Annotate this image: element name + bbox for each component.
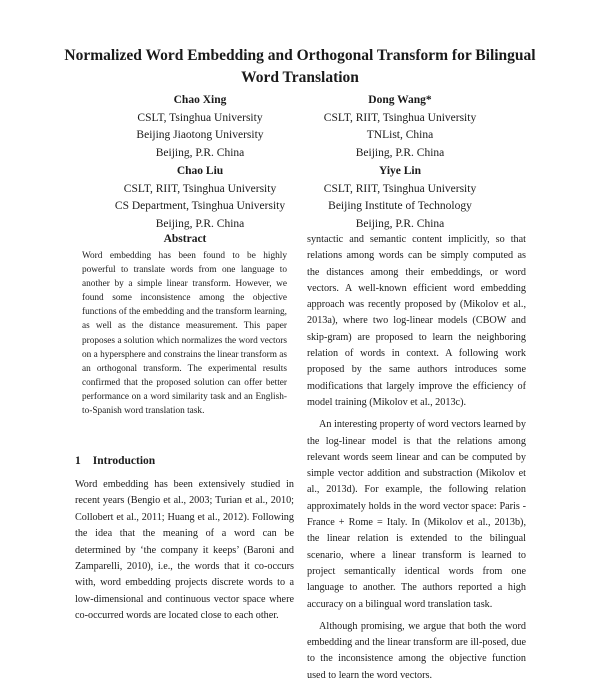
author-affiliation: Beijing, P.R. China: [155, 146, 245, 159]
author-name: Yiye Lin: [378, 165, 422, 177]
author-affiliation: CS Department, Tsinghua University: [114, 200, 286, 212]
abstract-paragraph: Word embedding has been found to be highly powerful to translate words from one language to another by a simple linear transform. However, we found some inconsistence among the objective functions of the embedding and the transform learning, as well as the distance measurement. This paper proposes a solution which normalizes the word vectors on a hypersphere and constrains the linear transform as an orthogonal transform. The experimental results confirmed that the proposed solution can offer better performance on a word similarity task and an English-to-Spanish word translation task.: [82, 251, 287, 417]
section-heading-introduction: [75, 455, 155, 467]
author-affiliation: Beijing Institute of Technology: [328, 200, 472, 212]
author-affiliation: CSLT, Tsinghua University: [137, 111, 263, 124]
body-paragraph: Although promising, we argue that both the word embedding and the linear transform are ill-posed, due to the inconsistence among the objective function used to learn the word vectors.: [307, 620, 526, 681]
author-block-4: [300, 163, 500, 233]
section-title: Introduction: [92, 455, 156, 467]
author-affiliation: Beijing, P.R. China: [155, 217, 245, 230]
author-affiliation: TNList, China: [366, 129, 434, 141]
author-affiliation: CSLT, RIIT, Tsinghua University: [123, 182, 277, 195]
section-number: 1: [75, 455, 81, 467]
author-name: Dong Wang*: [368, 94, 432, 106]
abstract-heading: Abstract: [163, 233, 207, 245]
author-block-3: [100, 163, 300, 233]
abstract-text: [82, 249, 287, 418]
introduction-text: [75, 477, 294, 625]
intro-paragraph: Word embedding has been extensively studied in recent years (Bengio et al., 2003; Turian et al., 2010; Collobert et al., 2011; Huang et al., 2012). Following the idea that the meaning of a word can be determined by ‘the company it keeps’ (Baroni and Zamparelli, 2010), i.e., the words that it co-occurs with, word embedding projects discrete words to a low-dimensional and continuous vector space where co-occurred words are located close to each other.: [75, 479, 294, 622]
author-block-2: [300, 92, 500, 162]
body-paragraph: syntactic and semantic content implicitly, so that relations among words can be simply computed as the distances among their embeddings, or word vectors. A well-known efficient word embedding approach was recently proposed by (Mikolov et al., 2013a), where two log-linear models (CBOW and skip-gram) are proposed to learn the neighboring relation of words in context. A following work proposed by the same authors introduces some modifications that largely improve the efficiency of model training (Mikolov et al., 2013c).: [307, 234, 526, 408]
author-affiliation: CSLT, RIIT, Tsinghua University: [323, 182, 477, 195]
right-column-text: [307, 232, 526, 684]
author-affiliation: CSLT, RIIT, Tsinghua University: [323, 111, 477, 124]
author-name: Chao Liu: [176, 165, 224, 177]
author-name: Chao Xing: [173, 94, 227, 106]
author-block-1: [100, 92, 300, 162]
body-paragraph: An interesting property of word vectors learned by the log-linear model is that the relations among relevant words seem linear and can be computed by simple vector addition and substraction (Mikolov et al., 2013d). For example, the following relation approximately holds in the word vector space: Paris - France + Rome = Italy. In (Mikolov et al., 2013b), the linear relation is extended to the bilingual scenario, where a linear transform is learned to project semantically identical words from one language to another. The authors reported a high accuracy on a bilingual word translation task.: [307, 419, 526, 610]
author-affiliation: Beijing Jiaotong University: [136, 129, 264, 141]
author-affiliation: Beijing, P.R. China: [355, 217, 445, 230]
author-affiliation: Beijing, P.R. China: [355, 146, 445, 159]
paper-title: Normalized Word Embedding and Orthogonal Transform for Bilingual Word Translation: [64, 47, 536, 86]
